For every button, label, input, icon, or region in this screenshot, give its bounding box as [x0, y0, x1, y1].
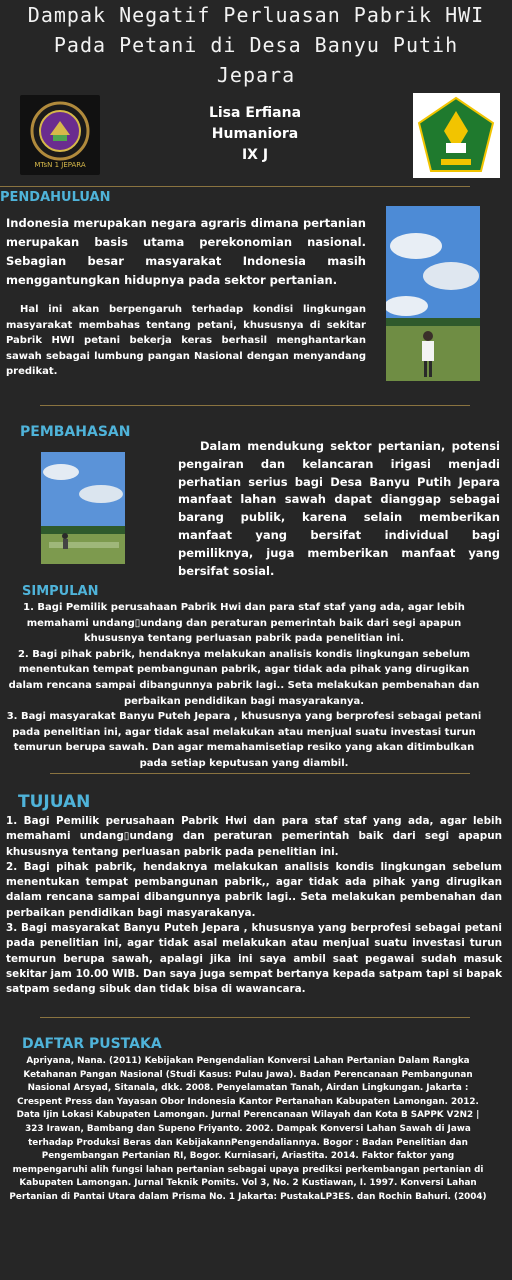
title-line-3: Jepara [216, 63, 296, 87]
daftar-pustaka-heading: DAFTAR PUSTAKA [22, 1036, 162, 1052]
author-block [180, 103, 330, 166]
divider [40, 1017, 470, 1018]
tujuan-item-2: 2. Bagi pihak pabrik, hendaknya melakukan analisis kondis lingkungan sebelum menentukan tempat pembangunan pabrik,, agar tidak ada pihak yang dirugikan dalam rencana sampai dibangunnya pabrik lagi.. Seta melakukan pembenahan dan perbaikan pendidikan bagi masyarakanya. [6, 860, 502, 919]
farmer-photo [386, 206, 480, 381]
divider [40, 405, 470, 406]
author-subject: Humaniora [211, 126, 299, 142]
daftar-pustaka-text: Apriyana, Nana. (2011) Kebijakan Pengendalian Konversi Lahan Pertanian Dalam Rangka Ketahanan Pangan Nasional (Studi Kasus: Pulau Jawa). Badan Perencanaan Pembangunan Nasional Arsyad, Sitanala, dkk. 2008. Penyelamatan Tanah, Airdan Lingkungan. Jakarta : Crespent Press dan Yayasan Obor Indonesia Kantor Pertanahan Kabupaten Lamongan. 2012. Data Ijin Lokasi Kabupaten Lamongan. Jurnal Perencanaan Wilayah dan Kota B SAPPK V2N2 | 323 Irawan, Bambang dan Supeno Friyanto. 2002. Dampak Konversi Lahan Sawah di Jawa terhadap Produksi Beras dan KebijakannPengendaliannya. Bogor : Badan Penelitian dan Pengembangan Pertanian RI, Bogor. Kurniasari, Ariastita. 2014. Faktor faktor yang mempengaruhi alih fungsi lahan pertanian sebagai upaya prediksi perkembangan pertanian di Kabupaten Lamongan. Jurnal Teknik Pomits. Vol 3, No. 2 Kustiawan, I. 1997. Konversi Lahan Pertanian di Pantai Utara dalam Prisma No. 1 Jakarta: PustakaLP3ES. dan Rochin Bahuri. (2004) [9, 1056, 487, 1202]
pembahasan-paragraph: Dalam mendukung sektor pertanian, potensi pengairan dan kelancaran irigasi menjadi perhatian serius bagi Desa Banyu Putih Jepara manfaat lahan sawah dapat dianggap sebagai barang publik, karena selain memberikan manfaat yang bersifat individual bagi pemiliknya, juga memberikan manfaat yang bersifat sosial. [178, 439, 500, 578]
ministry-logo-emblem [413, 93, 500, 178]
title-line-2: Pada Petani di Desa Banyu Putih [53, 33, 459, 57]
simpulan-list [6, 600, 482, 772]
pendahuluan-heading: PENDAHULUAN [0, 190, 111, 205]
divider [50, 773, 470, 774]
simpulan-item-3: 3. Bagi masyarakat Banyu Puteh Jepara , khususnya yang berprofesi sebagai petani pada penelitian ini, agar tidak asal melakukan atau menjual suatu investasi turun temurun berupa sawah. Dan agar memahamisetiap resiko yang akan ditimbulkan pada setiap keputusan yang diambil. [6, 711, 482, 769]
field-photo-image [41, 452, 125, 564]
ministry-logo [413, 93, 500, 178]
title-line-1: Dampak Negatif Perluasan Pabrik HWI [27, 3, 485, 27]
author-class: IX J [241, 147, 269, 163]
pendahuluan-paragraph-1: Indonesia merupakan negara agraris dimana pertanian merupakan basis utama perekonomian nasional. Sebagian besar masyarakat Indonesia masih menggantungkan hidupnya pada sektor pertanian. [6, 216, 366, 287]
school-logo-caption: MTsN 1 JEPARA [34, 161, 86, 169]
tujuan-item-3: 3. Bagi masyarakat Banyu Puteh Jepara , khususnya yang berprofesi sebagai petani pada penelitian ini, agar tidak asal melakukan atau menjual suatu investasi turun temurun berupa sawah, apalagi jika ini saya ambil saat pegawai sudah masuk sekitar jam 10.00 WIB. Dan saya juga sempat bertanya kepada satpam tapi si bapak satpam sedang sibuk dan tidak bisa di wawancara. [6, 922, 502, 996]
simpulan-item-1: 1. Bagi Pemilik perusahaan Pabrik Hwi dan para staf staf yang ada, agar lebih memahami undang▯undang dan peraturan pemerintah baik dari segi apapun khususnya tentang perluasan pabrik pada penelitian ini. [23, 602, 465, 645]
school-logo [20, 95, 100, 175]
field-photo [41, 452, 125, 564]
pendahuluan-paragraph-2: Hal ini akan berpengaruh terhadap kondisi lingkungan masyarakat membahas tentang petani, khususnya di sekitar Pabrik HWI petani bekerja keras berhasil menghantarkan sawah sebagai lumbung pangan Nasional dengan menyandang predikat. [6, 304, 366, 378]
divider [0, 186, 470, 187]
simpulan-item-2: 2. Bagi pihak pabrik, hendaknya melakukan analisis kondis lingkungan sebelum menentukan tempat pembangunan pabrik, agar tidak ada pihak yang dirugikan dalam rencana sampai dibangunnya pabrik lagi.. Seta melakukan pembenahan dan perbaikan pendidikan bagi masyarakanya. [8, 648, 480, 707]
tujuan-item-1: 1. Bagi Pemilik perusahaan Pabrik Hwi dan para staf staf yang ada, agar lebih memahami undang▯undang dan peraturan pemerintah baik dari segi apapun khususnya tentang perluasan pabrik pada penelitian ini. [6, 815, 502, 858]
farmer-photo-image [386, 206, 480, 381]
author-name: Lisa Erfiana [208, 105, 302, 121]
pembahasan-heading: PEMBAHASAN [20, 424, 131, 440]
poster-title [0, 0, 512, 90]
tujuan-heading: TUJUAN [18, 792, 91, 812]
tujuan-list [6, 814, 502, 998]
simpulan-heading: SIMPULAN [22, 584, 99, 599]
